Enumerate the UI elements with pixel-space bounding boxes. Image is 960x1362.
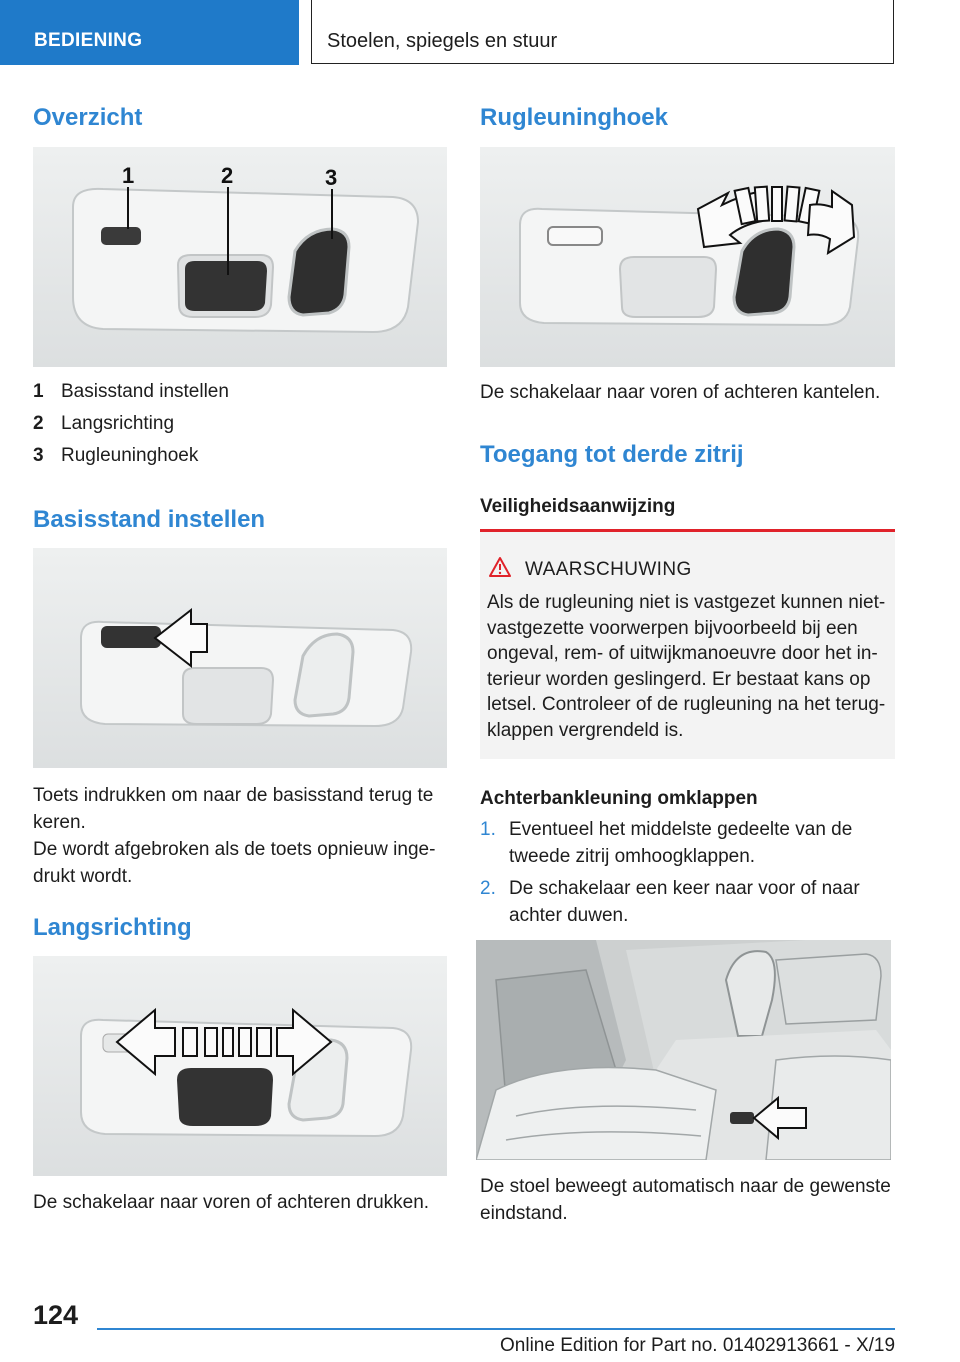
seat-controls-overview-image: [33, 147, 447, 367]
warning-text: Als de rugleuning niet is vastgezet kunnen nietvastgezette voorwerpen bijvoorbeeld bij een ongeval, rem- of uitwijkmanoeuvre door het interieur worden geslingerd. Er bestaat kans op letsel. Controleer of de rugleuning na het terugklappen vergrendeld is.: [487, 592, 886, 741]
sub-heading-omklappen: Achterbankleuning omklappen: [480, 788, 758, 809]
heading-overzicht: Overzicht: [33, 104, 143, 131]
legend-label: Langsrichting: [61, 413, 175, 434]
rugleuninghoek-switch-image: [480, 147, 895, 367]
heading-derde-zitrij: Toegang tot derde zitrij: [480, 441, 744, 468]
heading-rugleuninghoek: Rugleuninghoek: [480, 104, 668, 131]
legend-number: 3: [33, 445, 44, 466]
step-text: Eventueel het middelste gedeelte van de tweede zitrij omhoogklappen.: [509, 819, 853, 867]
basisstand-text-2: De wordt afgebroken als de toets opnieuw ingedrukt wordt.: [33, 839, 436, 887]
page-number: 124: [33, 1300, 79, 1330]
step-number: 1.: [480, 819, 496, 840]
edition-text: Online Edition for Part no. 01402913661 - X/19: [500, 1335, 896, 1356]
callout-1: 1: [122, 163, 135, 188]
basisstand-button-image: [33, 548, 447, 768]
legend-label: Rugleuninghoek: [61, 445, 199, 466]
heading-basisstand: Basisstand instellen: [33, 506, 266, 533]
warning-title: WAARSCHUWING: [525, 559, 692, 580]
langsrichting-switch-image: [33, 956, 447, 1176]
warning-triangle-icon: [488, 556, 512, 578]
callout-3: 3: [325, 165, 338, 190]
chapter-title: Stoelen, spiegels en stuur: [327, 30, 558, 52]
legend-label: Basisstand instellen: [61, 381, 229, 402]
footer-divider: [97, 1328, 895, 1330]
legend-number: 1: [33, 381, 44, 402]
heading-langsrichting: Langsrichting: [33, 914, 192, 941]
rugleuninghoek-text: De schakelaar naar voren of achteren kantelen.: [480, 382, 881, 403]
section-tab: [0, 0, 299, 65]
basisstand-text-1: Toets indrukken om naar de basisstand terug te keren.: [33, 785, 434, 833]
rear-seat-interior-image: [476, 940, 891, 1160]
callout-2: 2: [221, 163, 234, 188]
chapter-box: [311, 0, 894, 64]
section-title: BEDIENING: [34, 30, 143, 51]
safety-heading: Veiligheidsaanwijzing: [480, 496, 676, 517]
legend-number: 2: [33, 413, 44, 434]
derde-end-text: De stoel beweegt automatisch naar de gewenste eindstand.: [480, 1176, 891, 1224]
langsrichting-text: De schakelaar naar voren of achteren drukken.: [33, 1192, 430, 1213]
step-text: De schakelaar een keer naar voor of naar achter duwen.: [509, 878, 860, 926]
step-number: 2.: [480, 878, 496, 899]
